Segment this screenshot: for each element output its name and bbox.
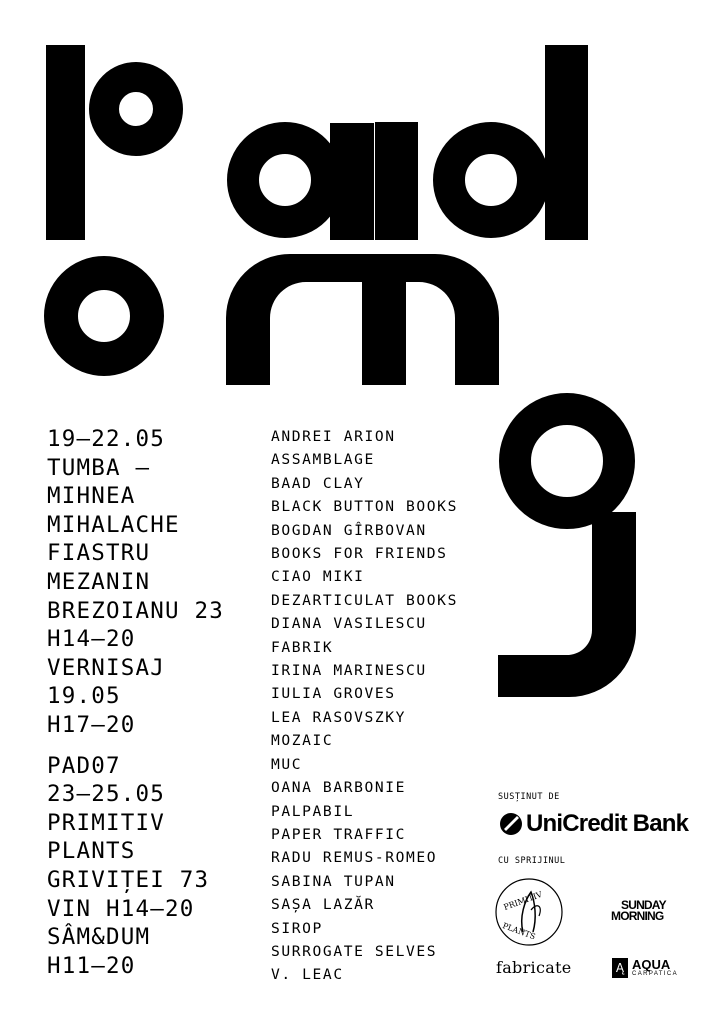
event-info-line: 19.05: [47, 683, 121, 710]
participant-name: BOGDAN GÎRBOVAN: [271, 521, 427, 539]
participant-name: SABINA TUPAN: [271, 872, 396, 890]
event-info-line: FIASTRU: [47, 540, 151, 567]
sunday-morning-logo: [611, 900, 666, 922]
unicredit-name: UniCredit Bank: [526, 810, 689, 837]
event-info-line: PRIMITIV: [47, 809, 165, 836]
participant-name: CIAO MIKI: [271, 568, 365, 586]
event-info-line: TUMBA –: [47, 454, 151, 481]
logo-ring: [104, 77, 168, 141]
logo-arch: [226, 254, 499, 385]
logo-ring: [243, 138, 327, 222]
participant-name: ANDREI ARION: [271, 428, 396, 445]
participant-name: BLACK BUTTON BOOKS: [271, 498, 458, 516]
logo-ring: [61, 273, 147, 359]
unicredit-logo: [498, 808, 688, 840]
participant-name: IULIA GROVES: [271, 685, 396, 703]
logo-stroke: [330, 123, 374, 240]
participant-name: RADU REMUS-ROMEO: [271, 849, 438, 867]
participant-name: V. LEAC: [271, 966, 344, 984]
event-info-line: 23–25.05: [47, 781, 165, 808]
event-info-line: PAD07: [47, 752, 121, 779]
event-info-line: BREZOIANU 23: [47, 597, 224, 624]
fabricate-logo: fabricate: [496, 958, 572, 977]
aqua-carpatica-logo: [612, 958, 678, 978]
participant-name: DIANA VASILESCU: [271, 615, 427, 633]
logo-stroke: [375, 122, 418, 240]
with-support-label: CU SPRIJINUL: [498, 856, 566, 866]
svg-text:PLANTS: PLANTS: [501, 921, 537, 942]
participant-name: MOZAIC: [271, 732, 334, 750]
event-info-line: MIHALACHE: [47, 511, 180, 538]
participant-name: SIROP: [271, 919, 323, 937]
participant-name: SAȘA LAZĂR: [271, 896, 375, 914]
event-info-line: GRIVIȚEI 73: [47, 866, 210, 893]
logo-ring: [449, 138, 533, 222]
event-info-line: PLANTS: [47, 838, 136, 865]
logo-hook: [498, 512, 636, 697]
primitiv-plants-logo: [496, 879, 562, 945]
participants-list: [271, 425, 458, 987]
sunday-line: SUNDAY: [621, 898, 666, 912]
event-info-line: SÂM&DUM: [47, 924, 151, 951]
event-info-line: 19–22.05: [47, 426, 165, 452]
event-info-line: H11–20: [47, 952, 136, 979]
aqua-mark-icon: Ą: [612, 958, 628, 978]
event-info-line: VERNISAJ: [47, 654, 165, 681]
event-info-line: VIN H14–20: [47, 895, 195, 922]
event-info-line: MEZANIN: [47, 568, 151, 595]
participant-name: MUC: [271, 755, 303, 773]
participant-name: ASSAMBLAGE: [271, 451, 375, 469]
participant-name: LEA RASOVSZKY: [271, 708, 407, 726]
participant-name: BAAD CLAY: [271, 474, 365, 492]
event-info-line: MIHNEA: [47, 483, 136, 510]
participant-name: BOOKS FOR FRIENDS: [271, 545, 448, 563]
participant-name: IRINA MARINESCU: [271, 662, 427, 680]
participant-name: SURROGATE SELVES: [271, 942, 438, 960]
event-info-line: H14–20: [47, 626, 136, 653]
event-info-line: H17–20: [47, 711, 136, 738]
participant-name: PAPER TRAFFIC: [271, 825, 407, 843]
svg-text:PRIMITIV: PRIMITIV: [502, 889, 544, 913]
carpatica-word: CARPATICA: [632, 970, 679, 977]
section-gap: [47, 740, 224, 752]
participant-name: PALPABIL: [271, 802, 355, 820]
supported-by-label: SUSȚINUT DE: [498, 792, 560, 802]
logo-stroke: [545, 45, 588, 240]
participant-name: OANA BARBONIE: [271, 779, 407, 797]
participant-name: FABRIK: [271, 638, 334, 656]
logo-ring: [515, 409, 619, 513]
event-info: [47, 425, 224, 980]
participant-name: DEZARTICULAT BOOKS: [271, 591, 458, 609]
aqua-word: AQUA: [632, 956, 671, 972]
logo-stroke: [46, 45, 85, 240]
morning-line: MORNING: [611, 909, 664, 923]
